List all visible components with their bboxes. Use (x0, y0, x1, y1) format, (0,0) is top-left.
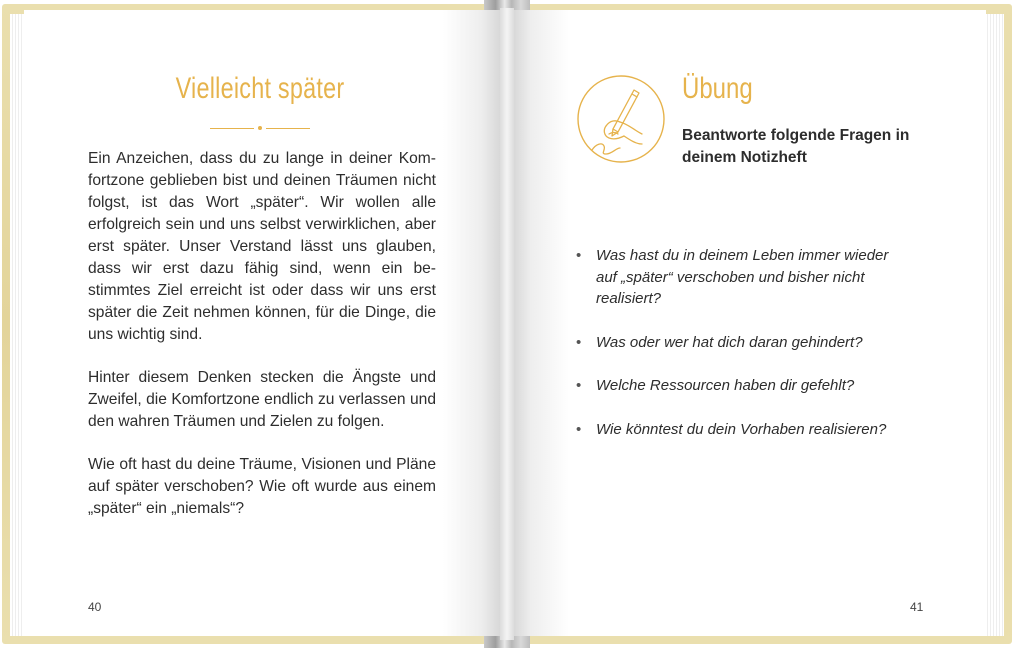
question-list (576, 245, 906, 462)
page-edges-right (984, 14, 1004, 636)
left-page-title: Vielleicht später (175, 72, 345, 105)
question-text: Welche Ressourcen haben dir gefehlt? (596, 377, 855, 394)
paragraph-2: Hinter diesem Denken stecken die Ängste und Zweifel, die Komfortzone endlich zu verlassen und den wahren Träumen und Zielen zu folgen. (88, 369, 436, 430)
title-divider (210, 125, 310, 133)
right-page-title: Übung (682, 72, 753, 105)
question-text: Wie könntest du dein Vorhaben realisieren? (596, 420, 887, 438)
bullet-icon: • (576, 377, 582, 394)
exercise-instruction: Beantworte folgende Fragen in deinem Notizheft (682, 127, 910, 166)
bullet-icon: • (576, 247, 582, 264)
question-text: Was hast du in deinem Leben immer wieder auf „später“ verschoben und bisher nicht realisiert? (596, 247, 889, 307)
list-item (576, 419, 906, 441)
list-item (576, 375, 906, 397)
paragraph-3: Wie oft hast du deine Träume, Visionen und Pläne auf später verschoben? Wie oft wurde aus einem „später“ ein „niemals“? (88, 456, 436, 517)
bullet-icon: • (576, 420, 582, 438)
page-number-right: 41 (910, 600, 924, 614)
page-number-left: 40 (88, 600, 102, 614)
hand-writing-pen-icon (576, 74, 666, 164)
book-gutter (500, 8, 514, 640)
paragraph-1: Ein Anzeichen, dass du zu lange in deiner Komfortzone geblieben bist und deinen Träumen nicht folgst, ist das Wort „später“. Wir wollen alle erfolgreich sein und uns selbst verwirklichen, aber erst später. Unser Verstand lässt uns glauben, dass wir erst dazu fähig sind, wenn ein bestimmtes Ziel erreicht ist oder dass wir uns erst später die Zeit nehmen können, für die Dinge, die uns wichtig sind. (88, 150, 436, 343)
list-item (576, 332, 906, 354)
bullet-icon: • (576, 333, 582, 351)
question-text: Was oder wer hat dich daran gehindert? (596, 333, 863, 351)
list-item (576, 245, 906, 310)
